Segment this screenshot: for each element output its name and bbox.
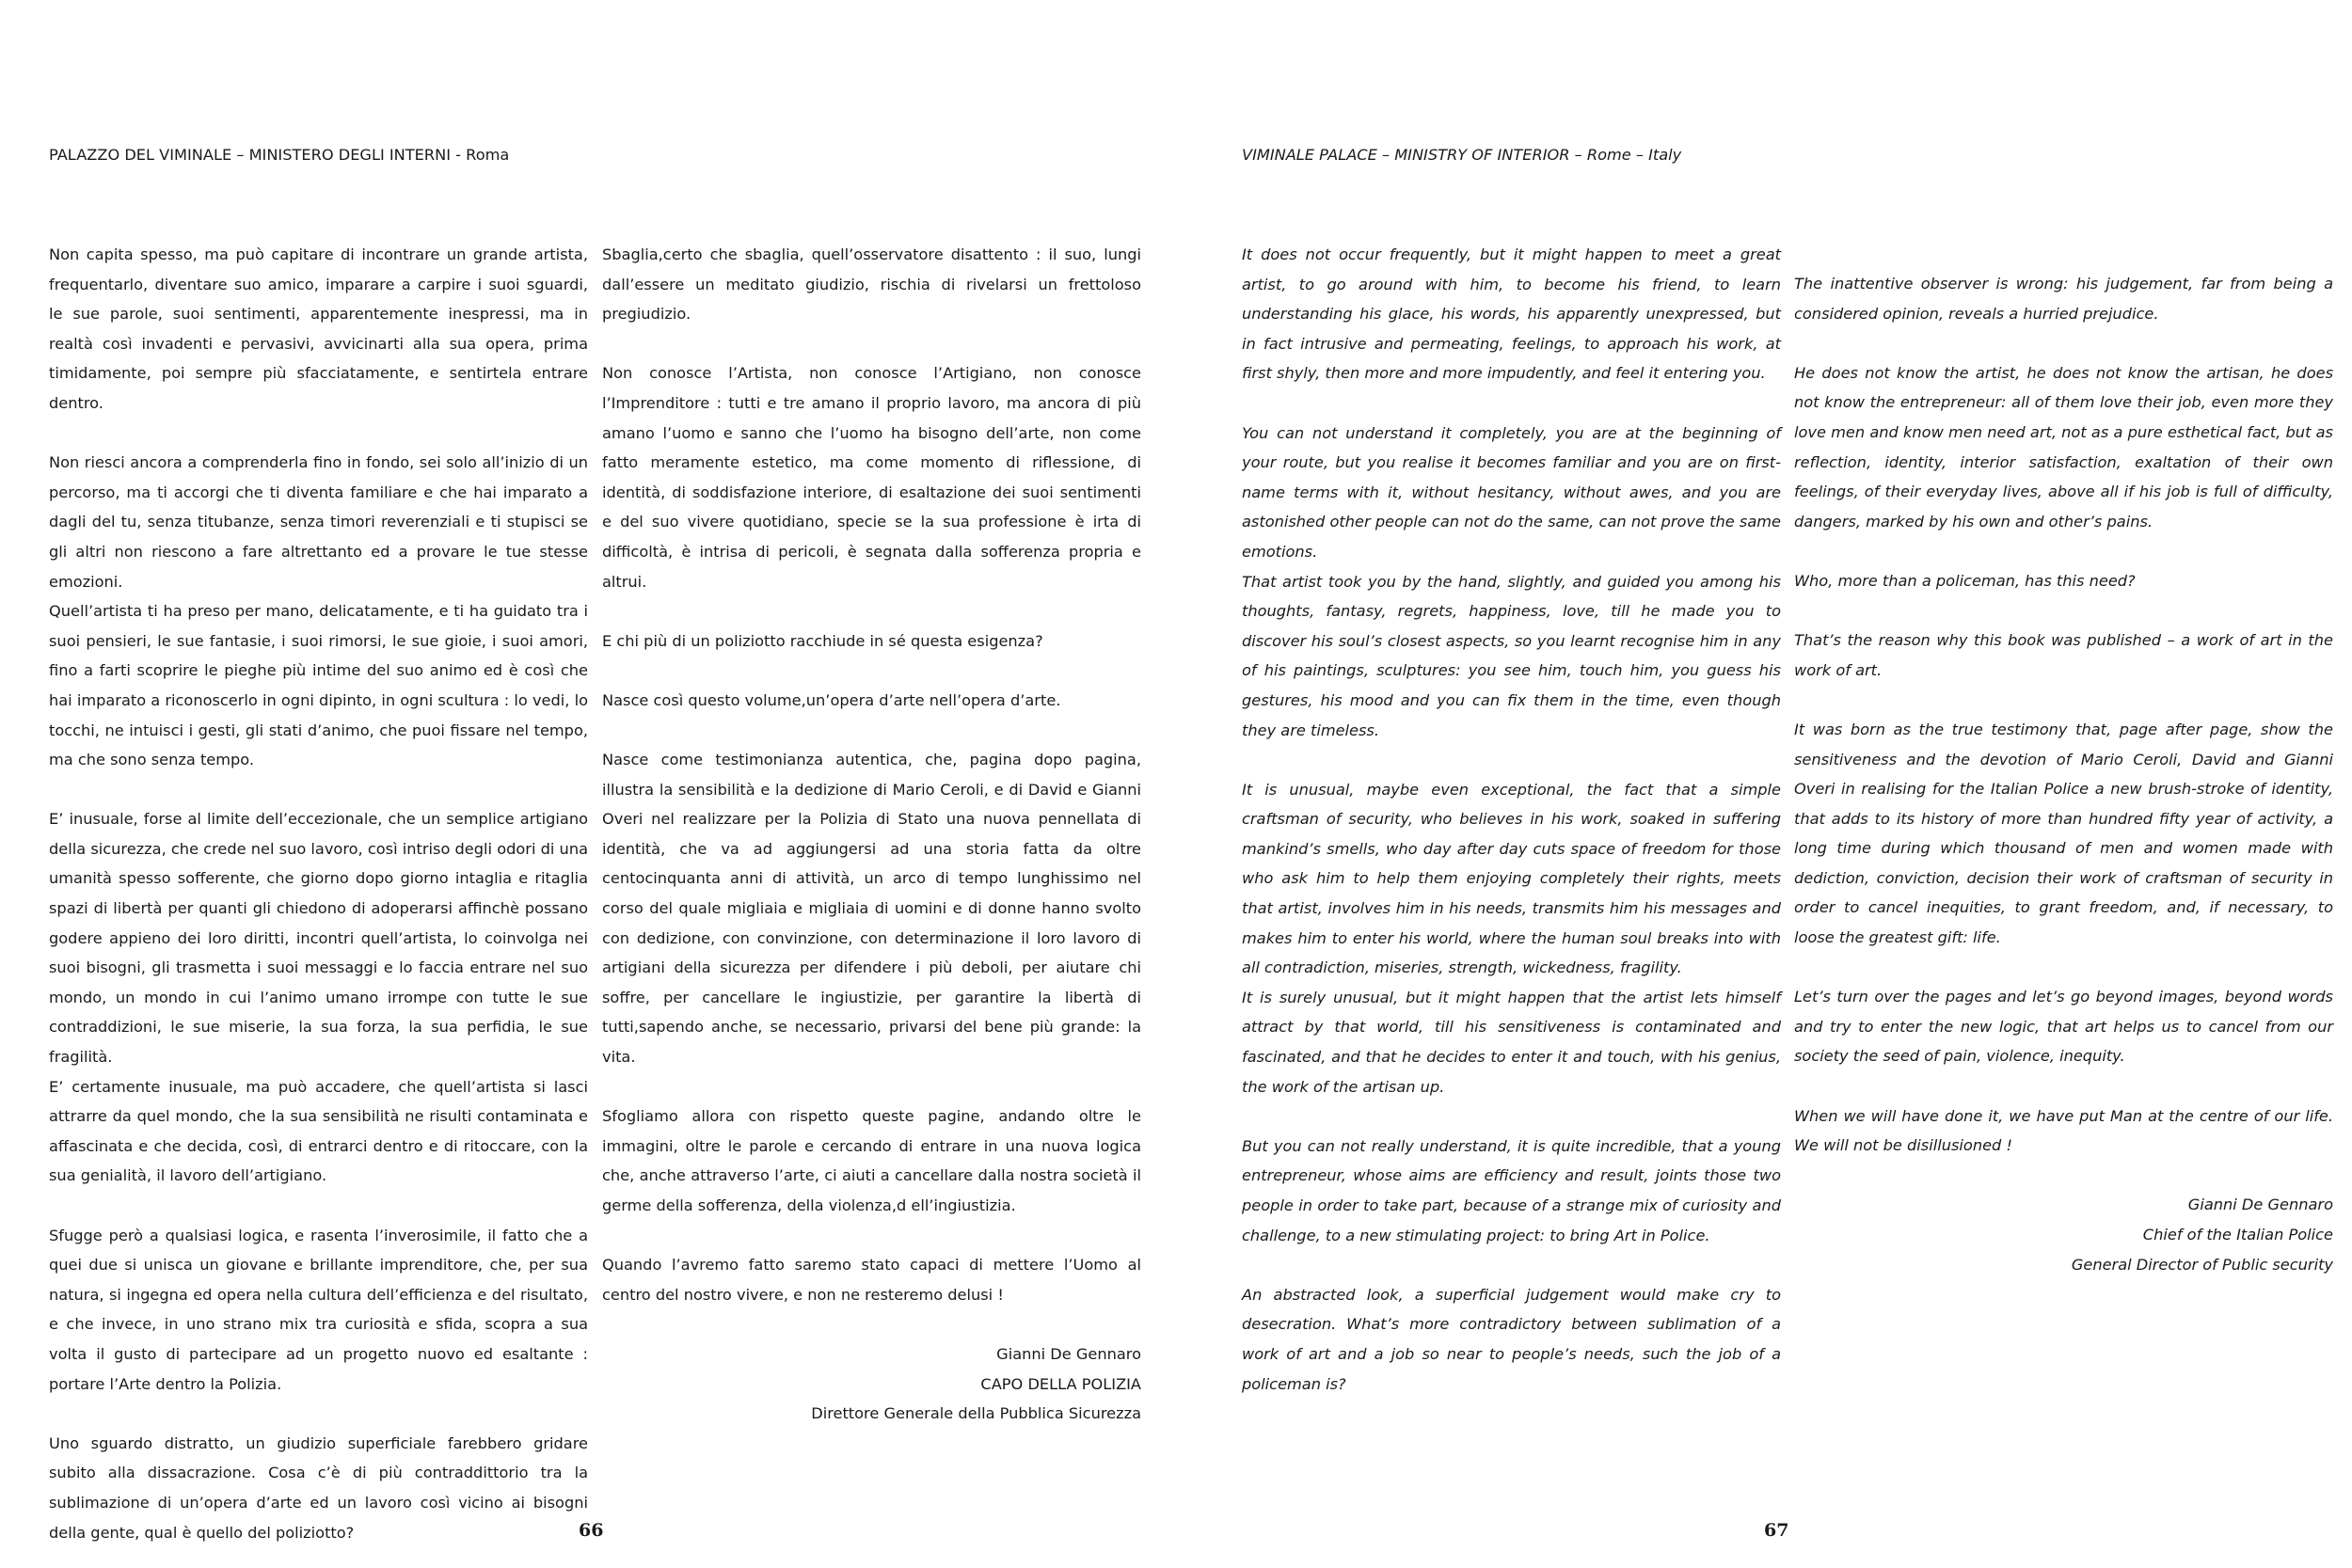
english-text-column-1: [1242, 240, 1781, 1399]
signature-name: Gianni De Gennaro: [2187, 1196, 2333, 1214]
paragraph: It does not occur frequently, but it might happen to meet a great artist, to go around with him, to become his friend, to learn understanding his glace, his words, his apparently unexpressed, but in fact intrusive and permeating, feelings, to approach his work, at first shyly, then more and more impudently, and feel it entering you.: [1242, 245, 1781, 383]
paragraph: Non capita spesso, ma può capitare di incontrare un grande artista, frequentarlo, diventare suo amico, imparare a carpire i suoi sguardi, le sue parole, suoi sentimenti, apparentemente inespressi, ma in realtà così invadenti e pervasivi, avvicinarti alla sua opera, prima timidamente, poi sempre più sfacciatamente, e sentirtela entrare dentro.: [49, 245, 588, 412]
paragraph: It is unusual, maybe even exceptional, the fact that a simple craftsman of security, who believes in his work, soaked in suffering mankind’s smells, who day after day cuts space of freedom for those who ask him to help them enjoying completely their rights, meets that artist, involves him in his needs, transmits him his messages and makes him to enter his world, where the human soul breaks into with all contradiction, miseries, strength, wickedness, fragility.: [1242, 780, 1781, 977]
paragraph: Quando l’avremo fatto saremo stato capaci di mettere l’Uomo al centro del nostro vivere, e non ne resteremo delusi !: [602, 1256, 1141, 1304]
paragraph: That’s the reason why this book was published – a work of art in the work of art.: [1794, 631, 2333, 679]
signature-block: [1794, 1190, 2333, 1279]
paragraph: Nasce così questo volume,un’opera d’arte nell’opera d’arte.: [602, 690, 1061, 709]
paragraph: You can not understand it completely, you are at the beginning of your route, but you realise it becomes familiar and you are on first-name terms with it, without hesitancy, without awes, and you are astonished other people can not do the same, can not prove the same emotions.: [1242, 423, 1781, 561]
paragraph: E’ certamente inusuale, ma può accadere, che quell’artista si lasci attrarre da quel mondo, che la sua sensibilità ne risulti contaminata e affascinata e che decida, così, di entrarci dentro e di ritoccare, con la sua genialità, il lavoro dell’artigiano.: [49, 1077, 588, 1185]
paragraph: Nasce come testimonianza autentica, che, pagina dopo pagina, illustra la sensibilità e la dedizione di Mario Ceroli, e di David e Gianni Overi nel realizzare per la Polizia di Stato una nuova pennellata di identità, che va ad aggiungersi ad una storia fatta da oltre centocinquanta anni di attività, un arco di tempo lunghissimo nel corso del quale migliaia e migliaia di uomini e di donne hanno svolto con dedizione, con convinzione, con determinazione il loro lavoro di artigiani della sicurezza per difendere i più deboli, per aiutare chi soffre, per cancellare le ingiustizie, per garantire la libertà di tutti,sapendo anche, se necessario, privarsi del bene più grande: la vita.: [602, 751, 1141, 1067]
signature-block: [602, 1339, 1141, 1429]
paragraph: Sfogliamo allora con rispetto queste pagine, andando oltre le immagini, oltre le parole e cercando di entrare in una nuova logica che, anche attraverso l’arte, ci aiuti a cancellare dalla nostra società il germe della sofferenza, della violenza,d ell’ingiustizia.: [602, 1107, 1141, 1214]
paragraph: Uno sguardo distratto, un giudizio superficiale farebbero gridare subito alla dissacrazione. Cosa c’è di più contraddittorio tra la sublimazione di un’opera d’arte ed un lavoro così vicino ai bisogni della gente, qual è quello del poliziotto?: [49, 1433, 588, 1542]
italian-text-column-1: [49, 240, 588, 1547]
page-header: VIMINALE PALACE – MINISTRY OF INTERIOR – Rome – Italy: [1242, 146, 1682, 164]
paragraph: It is surely unusual, but it might happen that the artist lets himself attract by that world, till his sensitiveness is contaminated and fascinated, and that he decides to enter it and touch, with his genius, the work of the artisan up.: [1242, 988, 1781, 1096]
right-page: [1176, 0, 2352, 1568]
paragraph: Non riesci ancora a comprenderla fino in fondo, sei solo all’inizio di un percorso, ma ti accorgi che ti diventa familiare e che hai imparato a dagli del tu, senza titubanze, senza timori reverenziali e ti stupisci se gli altri non riescono a fare altrettanto ed a provare le tue stesse emozioni.: [49, 453, 588, 591]
paragraph: He does not know the artist, he does not know the artisan, he does not know the entrepreneur: all of them love their job, even more they love men and know men need art, not as a pure esthetical fact, but as reflection, identity, interior satisfaction, exaltation of their own feelings, of their everyday lives, above all if his job is full of difficulty, dangers, marked by his own and other’s pains.: [1794, 363, 2333, 531]
paragraph: E chi più di un poliziotto racchiude in sé questa esigenza?: [602, 631, 1043, 650]
page-number: 66: [579, 1520, 604, 1541]
english-text-column-2: [1794, 269, 2333, 1279]
paragraph: Who, more than a policeman, has this need?: [1794, 571, 2136, 590]
signature-name: Gianni De Gennaro: [996, 1344, 1141, 1363]
paragraph: It was born as the true testimony that, page after page, show the sensitiveness and the devotion of Mario Ceroli, David and Gianni Overi in realising for the Italian Police a new brush-stroke of identity, that adds to its history of more than hundred fifty year of activity, a long time during which thousand of men and women made with dediction, conviction, decision their work of craftsman of security in order to cancel inequities, to grant freedom, and, if necessary, to loose the greatest gift: life.: [1794, 720, 2333, 947]
paragraph: Sbaglia,certo che sbaglia, quell’osservatore disattento : il suo, lungi dall’essere un meditato giudizio, rischia di rivelarsi un frettoloso pregiudizio.: [602, 245, 1141, 324]
paragraph: Non conosce l’Artista, non conosce l’Artigiano, non conosce l’Imprenditore : tutti e tre amano il proprio lavoro, ma ancora di più amano l’uomo e sanno che l’uomo ha bisogno dell’arte, non come fatto meramente estetico, ma come momento di riflessione, di identità, di soddisfazione interiore, di esaltazione dei suoi sentimenti e del suo vivere quotidiano, specie se la sua professione è irta di difficoltà, è intrisa di pericoli, è segnata dalla sofferenza propria e altrui.: [602, 364, 1141, 591]
signature-role: General Director of Public security: [2071, 1255, 2333, 1274]
paragraph: E’ inusuale, forse al limite dell’eccezionale, che un semplice artigiano della sicurezza, che crede nel suo lavoro, così intriso degli odori di una umanità spesso sofferente, che giorno dopo giorno intaglia e ritaglia spazi di libertà per quanti gli chiedono di adoperarsi affinchè possano godere appieno dei loro diritti, incontri quell’artista, lo coinvolga nei suoi bisogni, gli trasmetta i suoi messaggi e lo faccia entrare nel suo mondo, un mondo in cui l’animo umano irrompe con tutte le sue contraddizioni, le sue miserie, la sua forza, la sua perfidia, le sue fragilità.: [49, 810, 588, 1067]
paragraph: That artist took you by the hand, slightly, and guided you among his thoughts, fantasy, regrets, happiness, love, till he made you to discover his soul’s closest aspects, so you learnt recognise him in any of his paintings, sculptures: you see him, touch him, you guess his gestures, his mood and you can fix them in the time, even though they are timeless.: [1242, 572, 1781, 739]
signature-role: Direttore Generale della Pubblica Sicurezza: [811, 1404, 1141, 1423]
paragraph: The inattentive observer is wrong: his judgement, far from being a considered opinion, reveals a hurried prejudice.: [1794, 275, 2333, 323]
paragraph: Quell’artista ti ha preso per mano, delicatamente, e ti ha guidato tra i suoi pensieri, le sue fantasie, i suoi rimorsi, le sue gioie, i suoi amori, fino a farti scoprire le pieghe più intime del suo animo ed è così che hai imparato a riconoscerlo in ogni dipinto, in ogni scultura : lo vedi, lo tocchi, ne intuisci i gesti, gli stati d’animo, che puoi fissare nel tempo, ma che sono senza tempo.: [49, 602, 588, 769]
paragraph: An abstracted look, a superficial judgement would make cry to desecration. What’s more contradictory between sublimation of a work of art and a job so near to people’s needs, such the job of a policeman is?: [1242, 1285, 1781, 1393]
italian-text-column-2: [602, 240, 1141, 1429]
page-header: PALAZZO DEL VIMINALE – MINISTERO DEGLI INTERNI - Roma: [49, 146, 510, 164]
paragraph: Sfugge però a qualsiasi logica, e rasenta l’inverosimile, il fatto che a quei due si unisca un giovane e brillante imprenditore, che, per sua natura, si ingegna ed opera nella cultura dell’efficienza e del risultato, e che invece, in uno strano mix tra curiosità e sfida, scopra a sua volta il gusto di partecipare ad un progetto nuovo ed esaltante : portare l’Arte dentro la Polizia.: [49, 1226, 588, 1393]
paragraph: But you can not really understand, it is quite incredible, that a young entrepreneur, whose aims are efficiency and result, joints those two people in order to take part, because of a strange mix of curiosity and challenge, to a new stimulating project: to bring Art in Police.: [1242, 1136, 1781, 1244]
signature-title: Chief of the Italian Police: [2142, 1226, 2333, 1243]
paragraph: When we will have done it, we have put Man at the centre of our life. We will not be disillusioned !: [1794, 1106, 2333, 1155]
paragraph: Let’s turn over the pages and let’s go beyond images, beyond words and try to enter the new logic, that art helps us to cancel from our society the seed of pain, violence, inequity.: [1794, 988, 2333, 1066]
signature-title: CAPO DELLA POLIZIA: [980, 1374, 1141, 1393]
page-number: 67: [1764, 1520, 1789, 1541]
